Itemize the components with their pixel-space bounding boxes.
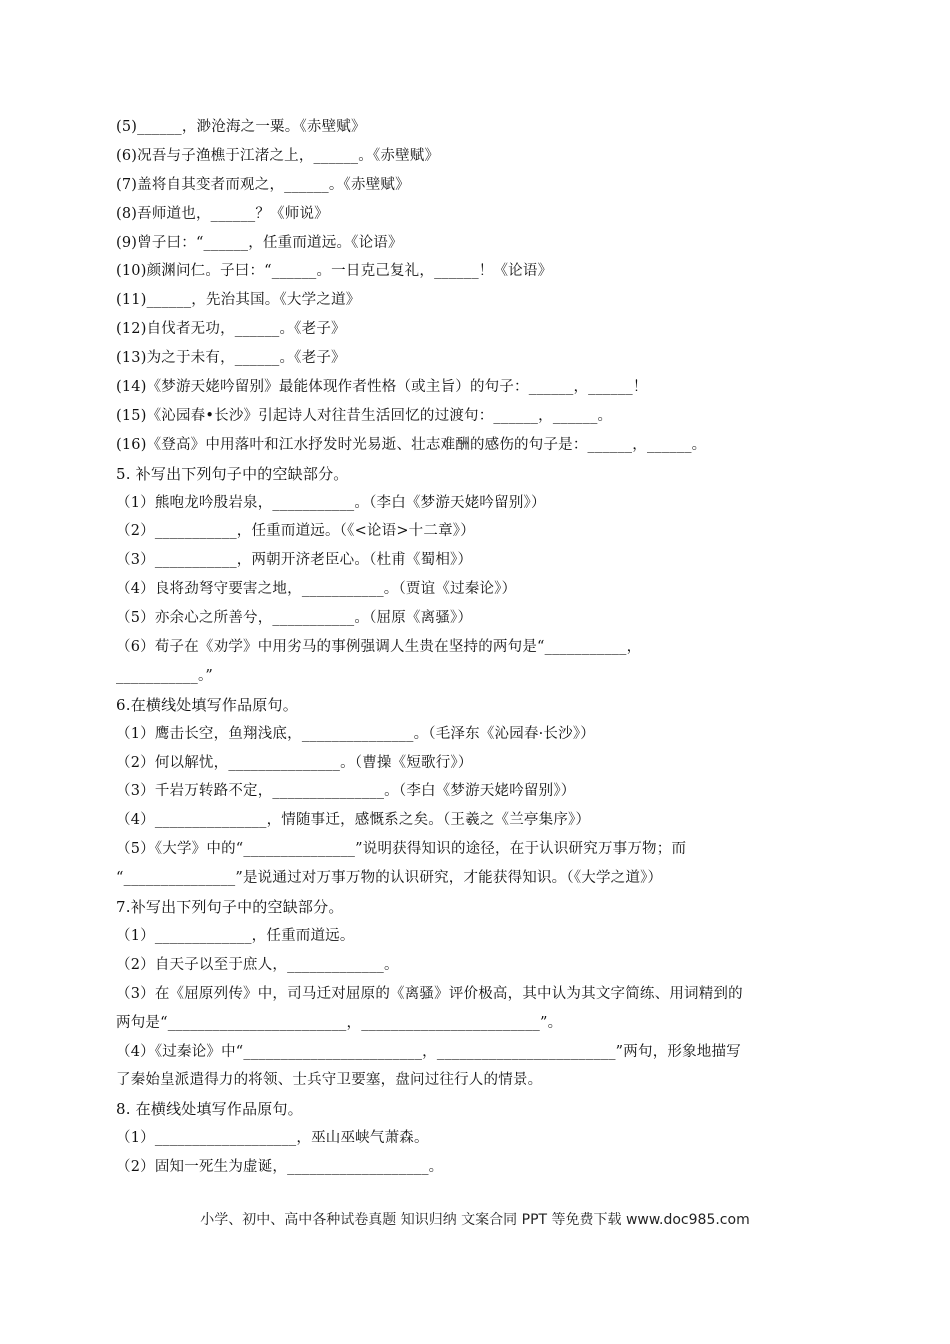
text-line: (14)《梦游天姥吟留别》最能体现作者性格（或主旨）的句子：______，______！ [116, 379, 648, 396]
text-line: (11)______，先治其国。《大学之道》 [116, 292, 361, 309]
text-line: 两句是“________________________，________________________”。 [116, 1014, 563, 1031]
text-line: (10)颜渊问仁。子曰：“______。一日克己复礼，______！《论语》 [116, 263, 553, 280]
text-line: （3）千岩万转路不定，_______________。（李白《梦游天姥吟留别》） [116, 783, 576, 800]
page-footer: 小学、初中、高中各种试卷真题 知识归纳 文案合同 PPT 等免费下载 www.doc985.com [200, 1212, 750, 1228]
question-heading: 6.在横线处填写作品原句。 [116, 695, 298, 714]
text-line: (15)《沁园春•长沙》引起诗人对往昔生活回忆的过渡句：______，______。 [116, 407, 613, 424]
question-heading: 7.补写出下列句子中的空缺部分。 [116, 898, 344, 917]
text-line: （2）何以解忧，_______________。（曹操《短歌行》） [116, 754, 473, 771]
text-line: （4）_______________，情随事迁，感慨系之矣。（王羲之《兰亭集序》） [116, 812, 591, 829]
text-line: (16)《登高》中用落叶和江水抒发时光易逝、壮志难酬的感伤的句子是：______，______。 [116, 436, 707, 453]
text-line: (5)______，渺沧海之一粟。《赤壁赋》 [116, 119, 366, 135]
text-line: （4）良将劲弩守要害之地，___________。（贾谊《过秦论》） [116, 581, 517, 598]
text-line: (7)盖将自其变者而观之，______。《赤壁赋》 [116, 176, 410, 193]
text-line: (6)况吾与子渔樵于江渚之上，______。《赤壁赋》 [116, 147, 440, 164]
text-line: ___________。” [116, 667, 214, 684]
text-line: （2）自天子以至于庶人，_____________。 [116, 956, 399, 973]
text-line: （3）___________，两朝开济老臣心。（杜甫《蜀相》） [116, 552, 473, 569]
text-line: （3）在《屈原列传》中，司马迁对屈原的《离骚》评价极高，其中认为其文字简练、用词精到的 [116, 985, 743, 1002]
text-line: (12)自伐者无功，______。《老子》 [116, 321, 346, 338]
text-line: （4）《过秦论》中“________________________，________________________”两句，形象地描写 [116, 1043, 741, 1060]
text-line: (13)为之于未有，______。《老子》 [116, 350, 346, 367]
text-line: （1）_____________，任重而道远。 [116, 927, 355, 944]
document-body [116, 113, 836, 1182]
question-heading: 5. 补写出下列句子中的空缺部分。 [116, 464, 349, 483]
text-line: （2）固知一死生为虚诞，___________________。 [116, 1159, 444, 1176]
question-heading: 8. 在横线处填写作品原句。 [116, 1100, 303, 1119]
text-line: (8)吾师道也，______？《师说》 [116, 205, 329, 222]
text-line: （5）《大学》中的“_______________”说明获得知识的途径，在于认识研究万事万物；而 [116, 841, 687, 858]
text-line: “_______________”是说通过对万事万物的认识研究，才能获得知识。（《大学之道》） [116, 870, 663, 887]
text-line: （1）熊咆龙吟殷岩泉，___________。（李白《梦游天姥吟留别》） [116, 494, 546, 511]
text-line: (9)曾子曰：“______，任重而道远。《论语》 [116, 234, 403, 251]
text-line: （6）荀子在《劝学》中用劣马的事例强调人生贵在坚持的两句是“___________， [116, 639, 642, 656]
text-line: （5）亦余心之所善兮，___________。（屈原《离骚》） [116, 610, 473, 627]
text-line: 了秦始皇派遣得力的将领、士兵守卫要塞，盘问过往行人的情景。 [116, 1072, 543, 1089]
text-line: （2）___________，任重而道远。（《<论语>十二章》） [116, 523, 475, 540]
text-line: （1）___________________，巫山巫峡气萧森。 [116, 1130, 429, 1147]
text-line: （1）鹰击长空，鱼翔浅底，_______________。（毛泽东《沁园春·长沙》） [116, 725, 595, 742]
